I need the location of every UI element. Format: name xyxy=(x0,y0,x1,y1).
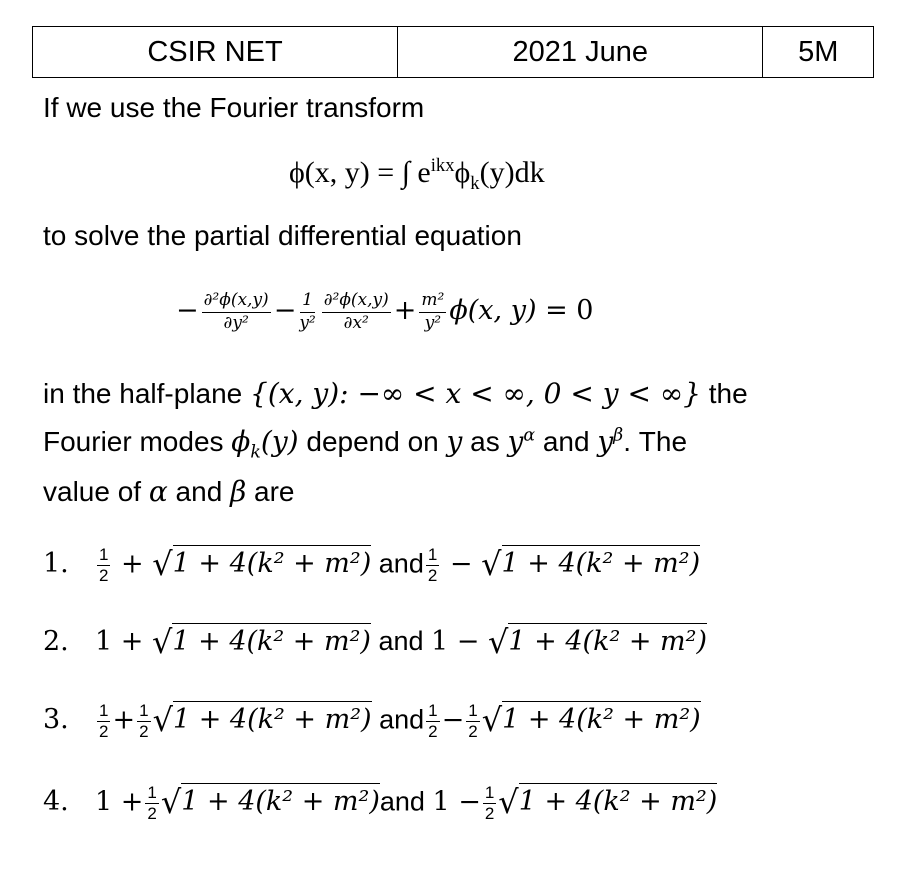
option-number: 1. xyxy=(43,548,69,580)
question-line-4: Fourier modes $\phi_k(y)$ depend on y as $y^\alpha$ and $y^\beta$. The xyxy=(43,425,688,463)
question-line-3: in the half-plane {(x, y): −∞ < x < ∞, 0 < y < ∞} the xyxy=(43,377,748,410)
exam-session-cell: 2021 June xyxy=(398,27,763,78)
option-number: 2. xyxy=(43,626,69,657)
exam-name-cell: CSIR NET xyxy=(33,27,398,78)
option-2[interactable]: 2. 1 + √1 + 4(k² + m²) and 1 − √1 + 4(k² + m²) xyxy=(43,623,708,661)
pde-equation: − $\frac{\text{∂²ϕ(x,y)}}{\text{∂y²}}$ − $\frac{1}{\text{y²}}$ $\frac{\text{∂²ϕ(x,y)}}{\text{∂x²}}$ + $\frac{\text{m²}}{\text{y²}}$ ϕ(x, y) = 0 xyxy=(176,290,594,333)
option-number: 4. xyxy=(43,786,69,818)
option-4[interactable]: 4. 1 + $\frac{1}{2}$ √1 + 4(k² + m²)and 1 − $\frac{1}{2}$ √1 + 4(k² + m²) xyxy=(43,783,718,823)
option-1[interactable]: 1. $\frac{1}{2}$ + √1 + 4(k² + m²) and $\frac{1}{2}$ − √1 + 4(k² + m²) xyxy=(43,545,701,585)
question-line-1: If we use the Fourier transform xyxy=(43,92,425,123)
marks-cell: 5M xyxy=(763,27,874,78)
fourier-transform-equation: ϕ(x, y) = ∫ $e^{ikx}\phi_k(y)dk$ xyxy=(289,155,545,194)
option-number: 3. xyxy=(43,704,69,736)
question-line-5: value of α and β are xyxy=(43,475,295,508)
option-3[interactable]: 3. $\frac{1}{2}$ + $\frac{1}{2}$ √1 + 4(k² + m²) and $\frac{1}{2}$ − $\frac{1}{2}$ √1 + 4(k² + m²) xyxy=(43,701,701,741)
header-table xyxy=(32,26,874,78)
question-line-2: to solve the partial differential equation xyxy=(43,220,522,251)
